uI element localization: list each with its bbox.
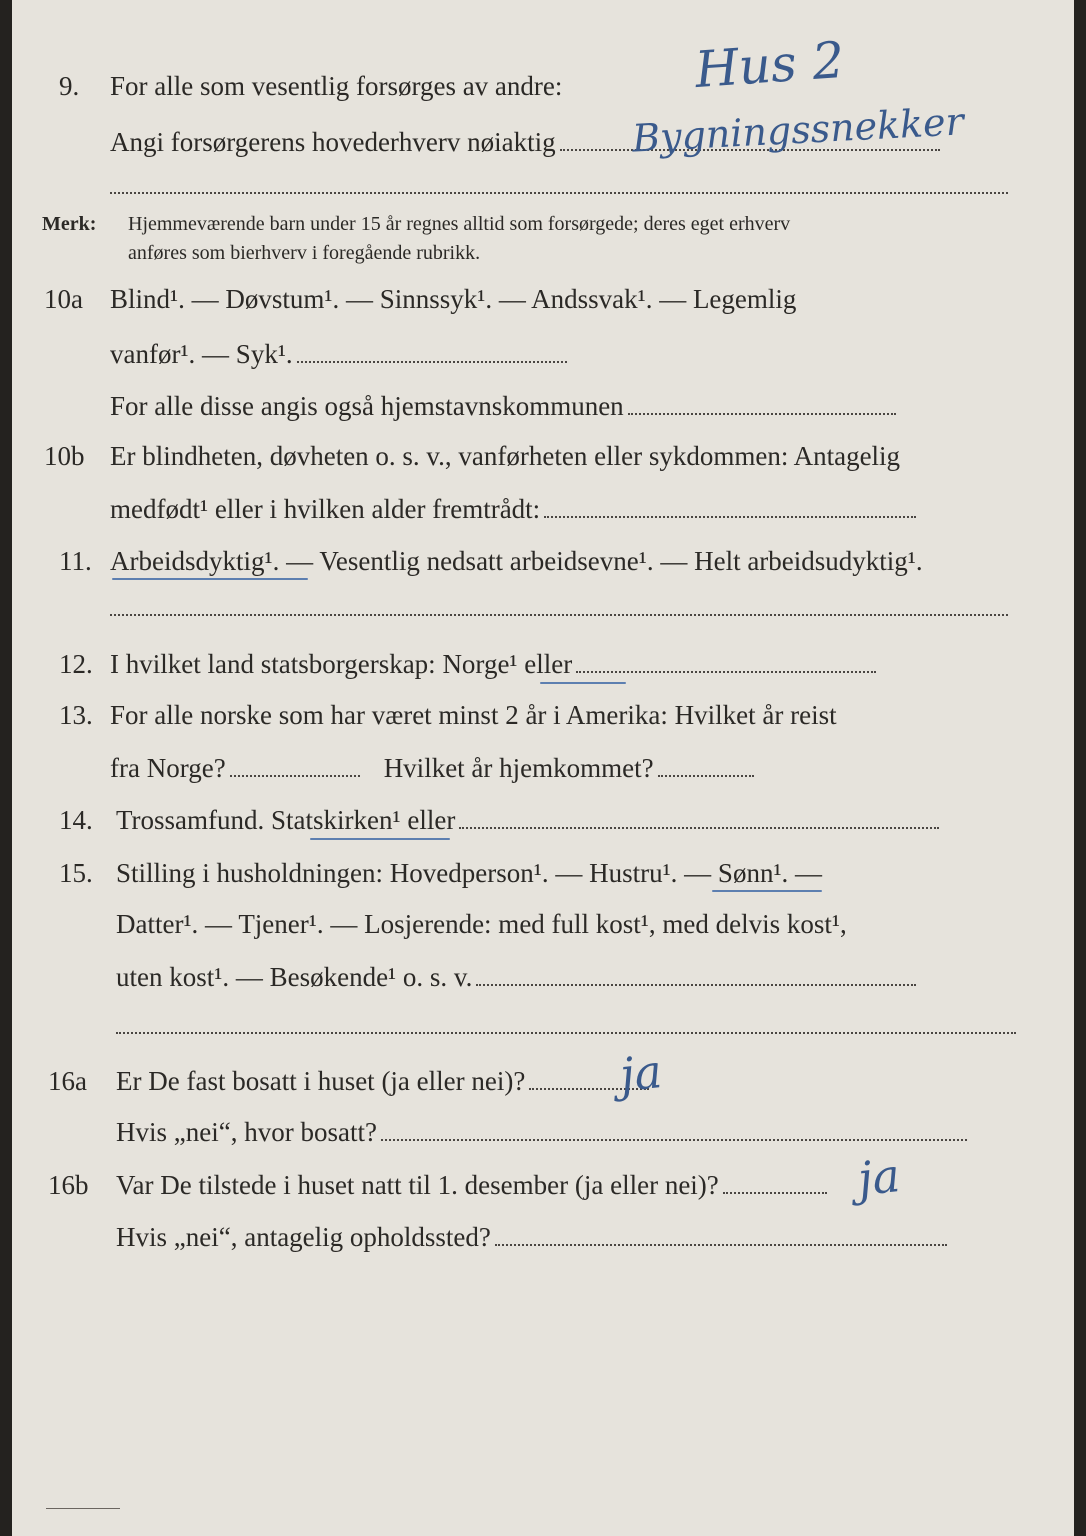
q10a-number: 10a bbox=[44, 284, 83, 314]
merk-note-line-1: Hjemmeværende barn under 15 år regnes alltid som forsørgede; deres eget erhverv bbox=[128, 213, 791, 235]
q16a-line-1 bbox=[116, 1065, 649, 1097]
q15-answer-line bbox=[476, 984, 916, 986]
q15-line-3-text: uten kost¹. — Besøkende¹ o. s. v. bbox=[116, 962, 473, 992]
q9-question: For alle som vesentlig forsørges av andre: bbox=[110, 71, 563, 101]
q16b-handwritten-answer: ja bbox=[855, 1147, 903, 1207]
q9-extra-answer-line bbox=[110, 192, 1008, 194]
q9-handwritten-occupation: Bygningssnekker bbox=[631, 99, 965, 161]
q16a-line-1-text: Er De fast bosatt i huset (ja eller nei)? bbox=[116, 1066, 526, 1096]
q13-left-text: fra Norge? bbox=[110, 753, 226, 783]
q11-handwritten-underline bbox=[112, 578, 308, 580]
q16b-line-2 bbox=[116, 1221, 947, 1253]
q10b-number: 10b bbox=[44, 441, 85, 471]
q10a-line-1: Blind¹. — Døvstum¹. — Sinnssyk¹. — Andssvak¹. — Legemlig bbox=[110, 284, 797, 314]
q16a-number: 16a bbox=[48, 1066, 87, 1096]
q12-answer-line bbox=[576, 671, 876, 673]
q16a-residence-answer-line bbox=[381, 1139, 967, 1141]
q15-line-2: Datter¹. — Tjener¹. — Losjerende: med full kost¹, med delvis kost¹, bbox=[116, 909, 847, 939]
q11-line-1: Arbeidsdyktig¹. — Vesentlig nedsatt arbeidsevne¹. — Helt arbeidsudyktig¹. bbox=[110, 546, 923, 576]
q13-left-answer-line bbox=[230, 775, 360, 777]
q10a-municipality-answer-line bbox=[628, 413, 896, 415]
q16b-line-1 bbox=[116, 1169, 827, 1201]
q9-handwritten-dwelling: Hus 2 bbox=[693, 30, 847, 100]
q16b-location-answer-line bbox=[495, 1244, 947, 1246]
q11-answer-line bbox=[110, 614, 1008, 616]
merk-label-text: Merk: bbox=[42, 213, 97, 235]
q10b-line-2-text: medfødt¹ eller i hvilken alder fremtrådt: bbox=[110, 494, 541, 524]
q9-number: 9. bbox=[59, 71, 80, 101]
q14-number: 14. bbox=[59, 805, 93, 835]
q10a-line-2 bbox=[110, 338, 567, 370]
q16b-number: 16b bbox=[48, 1170, 89, 1200]
merk-note-line-2: anføres som bierhverv i foregående rubrikk. bbox=[128, 242, 481, 264]
q16a-handwritten-answer: ja bbox=[617, 1043, 665, 1103]
q16a-line-2-text: Hvis „nei“, hvor bosatt? bbox=[116, 1117, 377, 1147]
q13-line-2 bbox=[110, 752, 754, 784]
q13-right-answer-line bbox=[658, 775, 754, 777]
q10b-line-2 bbox=[110, 493, 916, 525]
q10b-answer-line bbox=[544, 516, 916, 518]
q10a-line-3 bbox=[110, 390, 896, 422]
q10a-sick-answer-line bbox=[297, 361, 567, 363]
q15-number: 15. bbox=[59, 858, 93, 888]
q15-handwritten-underline bbox=[712, 890, 822, 892]
q13-number: 13. bbox=[59, 700, 93, 730]
footnote-rule bbox=[46, 1508, 120, 1509]
q16b-answer-line bbox=[723, 1192, 827, 1194]
q13-line-1: For alle norske som har været minst 2 år i Amerika: Hvilket år reist bbox=[110, 700, 837, 730]
q14-answer-line bbox=[459, 827, 939, 829]
q9-provider-text: Angi forsørgerens hovederhverv nøiaktig bbox=[110, 127, 556, 157]
q16a-line-2 bbox=[116, 1116, 967, 1148]
q16b-line-1-text: Var De tilstede i huset natt til 1. desember (ja eller nei)? bbox=[116, 1170, 719, 1200]
q15-extra-answer-line bbox=[116, 1032, 1016, 1034]
q14-handwritten-underline bbox=[310, 838, 450, 840]
q14-line-1-text: Trossamfund. Statskirken¹ eller bbox=[116, 805, 456, 835]
q16b-line-2-text: Hvis „nei“, antagelig opholdssted? bbox=[116, 1222, 491, 1252]
q10a-line-2-text: vanfør¹. — Syk¹. bbox=[110, 339, 293, 369]
q10b-line-1: Er blindheten, døvheten o. s. v., vanførheten eller sykdommen: Antagelig bbox=[110, 441, 901, 471]
q15-line-3 bbox=[116, 961, 916, 993]
merk-label bbox=[42, 211, 96, 237]
q12-line-1-text: I hvilket land statsborgerskap: Norge¹ eller bbox=[110, 649, 573, 679]
q12-handwritten-underline bbox=[540, 682, 626, 684]
q12-line-1 bbox=[110, 648, 876, 680]
q10a-line-3-text: For alle disse angis også hjemstavnskommunen bbox=[110, 391, 624, 421]
q11-number: 11. bbox=[59, 546, 92, 576]
q12-number: 12. bbox=[59, 649, 93, 679]
q13-right-text: Hvilket år hjemkommet? bbox=[383, 753, 654, 783]
q14-line-1 bbox=[116, 804, 939, 836]
q15-line-1: Stilling i husholdningen: Hovedperson¹. — Hustru¹. — Sønn¹. — bbox=[116, 858, 823, 888]
census-form-page bbox=[12, 0, 1074, 1536]
